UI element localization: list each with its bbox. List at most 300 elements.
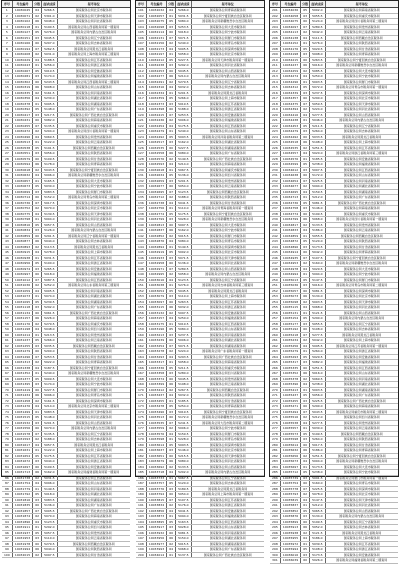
cell-score: 64 xyxy=(33,96,42,102)
cell-index: 72 xyxy=(2,398,12,404)
cell-score: 60 xyxy=(167,107,176,113)
cell-candidate-id: 10030579 xyxy=(12,156,32,162)
cell-score: 62 xyxy=(33,90,42,96)
cell-score: 65 xyxy=(33,376,42,382)
cell-unit: 国家税务总局江苏省税务局 xyxy=(57,453,130,459)
cell-unit: 国家税务总局四川省税务局第一稽查局 xyxy=(57,129,130,135)
cell-index: 109 xyxy=(136,52,146,58)
cell-score: 61 xyxy=(33,140,42,146)
cell-index: 112 xyxy=(136,68,146,74)
cell-score: 65 xyxy=(33,222,42,228)
cell-unit: 国家税务总局吉林省税务局 xyxy=(191,481,264,487)
cell-index: 173 xyxy=(136,404,146,410)
cell-interview-score: 5122.0 xyxy=(42,448,57,454)
cell-unit: 国家税务总局上海市税务局 xyxy=(57,250,130,256)
cell-candidate-id: 10032334 xyxy=(146,90,166,96)
cell-index: 10 xyxy=(2,57,12,63)
cell-index: 177 xyxy=(136,426,146,432)
cell-interview-score: 5058.0 xyxy=(176,272,191,278)
cell-unit: 国家税务总局北京市税务局 xyxy=(325,492,398,498)
cell-interview-score: 5238.0 xyxy=(310,382,325,388)
cell-interview-score: 5006.0 xyxy=(176,338,191,344)
cell-score: 60 xyxy=(33,156,42,162)
cell-candidate-id: 10030699 xyxy=(12,189,32,195)
cell-index: 225 xyxy=(270,140,280,146)
cell-candidate-id: 10033115 xyxy=(146,305,166,311)
cell-candidate-id: 10034896 xyxy=(280,244,300,250)
cell-interview-score: 5097.5 xyxy=(176,310,191,316)
cell-unit: 国家税务总局天津市税务局 xyxy=(191,255,264,261)
cell-candidate-id: 10034438 xyxy=(280,118,300,124)
cell-candidate-id: 10032114 xyxy=(146,30,166,36)
cell-score: 61 xyxy=(301,387,310,393)
cell-score: 67 xyxy=(33,354,42,360)
cell-interview-score: 5006.0 xyxy=(176,118,191,124)
cell-candidate-id: 10031738 xyxy=(12,475,32,481)
cell-index: 301 xyxy=(270,558,280,564)
cell-unit: 国家税务总局江苏省税务局第一稽查局 xyxy=(325,343,398,349)
cell-score: 62 xyxy=(33,167,42,173)
cell-interview-score: 5113.5 xyxy=(42,244,57,250)
cell-interview-score: 5227.5 xyxy=(176,57,191,63)
cell-candidate-id: 10034416 xyxy=(280,112,300,118)
cell-index: 23 xyxy=(2,129,12,135)
cell-interview-score: 5123.5 xyxy=(42,519,57,525)
cell-interview-score: 5204.0 xyxy=(42,129,57,135)
table-row xyxy=(2,552,130,558)
cell-unit: 国家税务总局福建省税务局第二稽查局 xyxy=(325,558,398,564)
cell-score: 63 xyxy=(33,343,42,349)
cell-score: 61 xyxy=(33,101,42,107)
cell-score: 60 xyxy=(33,272,42,278)
cell-interview-score: 5016.0 xyxy=(310,371,325,377)
cell-interview-score: 5018.0 xyxy=(176,30,191,36)
cell-score: 64 xyxy=(167,547,176,553)
cell-candidate-id: 10032995 xyxy=(146,272,166,278)
cell-unit: 国家税务总局湖北省税务局 xyxy=(325,184,398,190)
cell-candidate-id: 10033293 xyxy=(146,354,166,360)
cell-candidate-id: 10033993 xyxy=(146,547,166,553)
cell-score: 65 xyxy=(33,415,42,421)
cell-index: 290 xyxy=(270,497,280,503)
cell-candidate-id: 10035098 xyxy=(280,299,300,305)
cell-score: 61 xyxy=(167,90,176,96)
cell-interview-score: 5276.0 xyxy=(176,283,191,289)
cell-score: 65 xyxy=(301,162,310,168)
cell-interview-score: 5067.5 xyxy=(176,167,191,173)
cell-interview-score: 5136.0 xyxy=(176,261,191,267)
cell-index: 230 xyxy=(270,167,280,173)
cell-unit: 国家税务总局江西省税务局 xyxy=(191,321,264,327)
cell-index: 271 xyxy=(270,393,280,399)
cell-unit: 国家税务总局重庆市税务局 xyxy=(57,519,130,525)
cell-interview-score: 5253.5 xyxy=(42,354,57,360)
cell-interview-score: 5048.0 xyxy=(42,327,57,333)
cell-unit: 国家税务总局厦门市税务局 xyxy=(191,233,264,239)
cell-index: 258 xyxy=(270,321,280,327)
cell-index: 118 xyxy=(136,101,146,107)
cell-score: 65 xyxy=(167,481,176,487)
cell-unit: 国家税务总局黑龙江省税务局 xyxy=(191,486,264,492)
cell-interview-score: 5052.0 xyxy=(310,525,325,531)
cell-score: 63 xyxy=(301,514,310,520)
cell-index: 157 xyxy=(136,316,146,322)
cell-unit: 国家税务总局内蒙古自治区税务局 xyxy=(191,74,264,80)
cell-interview-score: 5225.5 xyxy=(310,178,325,184)
cell-candidate-id: 10032373 xyxy=(146,101,166,107)
cell-score: 67 xyxy=(167,420,176,426)
cell-unit: 国家税务总局江西省税务局 xyxy=(325,167,398,173)
cell-unit: 国家税务总局河南省税务局 xyxy=(325,178,398,184)
cell-unit: 国家税务总局西藏自治区税务局 xyxy=(191,387,264,393)
cell-score: 64 xyxy=(301,305,310,311)
cell-score: 65 xyxy=(167,288,176,294)
cell-score: 65 xyxy=(301,393,310,399)
cell-candidate-id: 10034058 xyxy=(280,13,300,19)
cell-interview-score: 5215.5 xyxy=(176,453,191,459)
cell-score: 65 xyxy=(167,211,176,217)
cell-interview-score: 5029.5 xyxy=(310,46,325,52)
cell-candidate-id: 10033336 xyxy=(146,365,166,371)
cell-index: 9 xyxy=(2,52,12,58)
cell-candidate-id: 10031434 xyxy=(12,393,32,399)
cell-index: 124 xyxy=(136,134,146,140)
cell-score: 64 xyxy=(301,35,310,41)
cell-score: 65 xyxy=(301,547,310,553)
cell-candidate-id: 10032212 xyxy=(146,57,166,63)
cell-candidate-id: 10031672 xyxy=(12,459,32,465)
cell-candidate-id: 10035972 xyxy=(280,541,300,547)
cell-score: 62 xyxy=(167,79,176,85)
cell-index: 149 xyxy=(136,272,146,278)
cell-interview-score: 5110.0 xyxy=(42,536,57,542)
cell-score: 65 xyxy=(33,184,42,190)
cell-interview-score: 5002.0 xyxy=(310,8,325,14)
cell-unit: 国家税务总局新疆维吾尔自治区税务局 xyxy=(325,63,398,69)
cell-index: 111 xyxy=(136,63,146,69)
cell-unit: 国家税务总局河北省税务局 xyxy=(325,107,398,113)
cell-candidate-id: 10034978 xyxy=(280,266,300,272)
cell-interview-score: 5030.0 xyxy=(42,184,57,190)
cell-interview-score: 5028.0 xyxy=(176,217,191,223)
cell-index: 233 xyxy=(270,184,280,190)
cell-interview-score: 5093.5 xyxy=(176,134,191,140)
cell-interview-score: 5230.0 xyxy=(42,96,57,102)
cell-interview-score: 5084.0 xyxy=(176,327,191,333)
cell-index: 155 xyxy=(136,305,146,311)
cell-candidate-id: 10035192 xyxy=(280,327,300,333)
cell-candidate-id: 10032837 xyxy=(146,228,166,234)
cell-candidate-id: 10030893 xyxy=(12,244,32,250)
cell-interview-score: 5292.0 xyxy=(176,63,191,69)
cell-candidate-id: 10031654 xyxy=(12,453,32,459)
cell-score: 64 xyxy=(301,151,310,157)
cell-interview-score: 5043.5 xyxy=(42,167,57,173)
cell-score: 62 xyxy=(301,68,310,74)
cell-candidate-id: 10032958 xyxy=(146,261,166,267)
cell-interview-score: 5199.5 xyxy=(310,211,325,217)
cell-candidate-id: 10031857 xyxy=(12,508,32,514)
cell-score: 66 xyxy=(301,217,310,223)
cell-score: 64 xyxy=(33,211,42,217)
cell-candidate-id: 10035413 xyxy=(280,387,300,393)
cell-index: 189 xyxy=(136,492,146,498)
cell-index: 107 xyxy=(136,41,146,47)
cell-index: 293 xyxy=(270,514,280,520)
cell-index: 95 xyxy=(2,525,12,531)
cell-unit: 国家税务总局四川省税务局 xyxy=(191,173,264,179)
cell-unit: 国家税务总局云南省税务局 xyxy=(57,140,130,146)
cell-candidate-id: 10033757 xyxy=(146,481,166,487)
cell-candidate-id: 10035177 xyxy=(280,321,300,327)
cell-score: 62 xyxy=(167,41,176,47)
cell-score: 65 xyxy=(167,519,176,525)
cell-score: 61 xyxy=(167,398,176,404)
cell-interview-score: 5003.5 xyxy=(310,387,325,393)
cell-candidate-id: 10034237 xyxy=(280,63,300,69)
cell-unit: 国家税务总局辽宁省税务局 xyxy=(191,79,264,85)
cell-index: 196 xyxy=(136,530,146,536)
cell-index: 277 xyxy=(270,426,280,432)
cell-interview-score: 5207.0 xyxy=(42,41,57,47)
cell-unit: 国家税务总局浙江省税务局 xyxy=(191,305,264,311)
cell-index: 217 xyxy=(270,96,280,102)
cell-index: 204 xyxy=(270,24,280,30)
cell-candidate-id: 10034535 xyxy=(280,145,300,151)
cell-index: 45 xyxy=(2,250,12,256)
cell-unit: 国家税务总局宁夏回族自治区税务局 xyxy=(57,365,130,371)
cell-candidate-id: 10030752 xyxy=(12,206,32,212)
cell-unit: 国家税务总局安徽省税务局 xyxy=(57,464,130,470)
cell-unit: 国家税务总局山西省税务局 xyxy=(325,112,398,118)
cell-unit: 国家税务总局宁波市税务局 xyxy=(191,30,264,36)
cell-candidate-id: 10035317 xyxy=(280,360,300,366)
cell-index: 291 xyxy=(270,503,280,509)
cell-score: 63 xyxy=(33,382,42,388)
cell-candidate-id: 10030657 xyxy=(12,178,32,184)
cell-unit: 国家税务总局福建省税务局 xyxy=(191,118,264,124)
cell-candidate-id: 10030392 xyxy=(12,107,32,113)
cell-unit: 国家税务总局宁夏回族自治区税务局 xyxy=(325,57,398,63)
cell-index: 96 xyxy=(2,530,12,536)
cell-index: 190 xyxy=(136,497,146,503)
cell-index: 259 xyxy=(270,327,280,333)
cell-candidate-id: 10035154 xyxy=(280,316,300,322)
cell-index: 169 xyxy=(136,382,146,388)
cell-score: 63 xyxy=(167,409,176,415)
cell-index: 281 xyxy=(270,448,280,454)
cell-score: 63 xyxy=(33,112,42,118)
cell-index: 261 xyxy=(270,338,280,344)
cell-interview-score: 5214.0 xyxy=(176,162,191,168)
cell-candidate-id: 10033977 xyxy=(146,541,166,547)
cell-interview-score: 5253.5 xyxy=(176,112,191,118)
cell-interview-score: 5191.5 xyxy=(42,145,57,151)
cell-candidate-id: 10033016 xyxy=(146,277,166,283)
cell-interview-score: 5045.5 xyxy=(42,35,57,41)
cell-unit: 国家税务总局厦门市税务局 xyxy=(325,277,398,283)
cell-score: 62 xyxy=(167,541,176,547)
cell-index: 184 xyxy=(136,464,146,470)
cell-candidate-id: 10033917 xyxy=(146,525,166,531)
cell-candidate-id: 10033254 xyxy=(146,343,166,349)
cell-score: 63 xyxy=(301,360,310,366)
cell-interview-score: 5057.5 xyxy=(42,222,57,228)
cell-unit: 国家税务总局云南省税务局 xyxy=(325,228,398,234)
cell-interview-score: 5061.5 xyxy=(42,310,57,316)
cell-index: 39 xyxy=(2,217,12,223)
cell-index: 165 xyxy=(136,360,146,366)
cell-score: 63 xyxy=(301,129,310,135)
cell-unit: 国家税务总局青岛市税务局 xyxy=(191,41,264,47)
cell-index: 237 xyxy=(270,206,280,212)
cell-score: 63 xyxy=(33,536,42,542)
cell-unit: 国家税务总局宁波市税务局 xyxy=(191,426,264,432)
cell-index: 123 xyxy=(136,129,146,135)
cell-interview-score: 5250.0 xyxy=(310,74,325,80)
cell-score: 64 xyxy=(167,200,176,206)
cell-index: 279 xyxy=(270,437,280,443)
cell-interview-score: 5003.5 xyxy=(310,79,325,85)
cell-index: 130 xyxy=(136,167,146,173)
cell-index: 31 xyxy=(2,173,12,179)
cell-unit: 国家税务总局山西省税务局 xyxy=(57,420,130,426)
cell-candidate-id: 10035131 xyxy=(280,310,300,316)
cell-index: 110 xyxy=(136,57,146,63)
cell-index: 85 xyxy=(2,470,12,476)
cell-index: 263 xyxy=(270,349,280,355)
cell-score: 62 xyxy=(33,52,42,58)
cell-candidate-id: 10030102 xyxy=(12,19,32,25)
cell-candidate-id: 10033692 xyxy=(146,464,166,470)
cell-index: 160 xyxy=(136,332,146,338)
cell-index: 253 xyxy=(270,294,280,300)
cell-interview-score: 5252.0 xyxy=(42,283,57,289)
cell-interview-score: 5005.5 xyxy=(42,288,57,294)
cell-unit: 国家税务总局大连市税务局 xyxy=(191,24,264,30)
cell-interview-score: 5094.0 xyxy=(310,184,325,190)
cell-unit: 国家税务总局宁波市税务局 xyxy=(325,272,398,278)
cell-score: 64 xyxy=(301,536,310,542)
cell-interview-score: 5240.0 xyxy=(176,129,191,135)
cell-score: 64 xyxy=(167,85,176,91)
cell-interview-score: 5017.5 xyxy=(310,442,325,448)
cell-index: 16 xyxy=(2,90,12,96)
cell-unit: 国家税务总局河南省税务局 xyxy=(57,90,130,96)
cell-interview-score: 5178.0 xyxy=(42,162,57,168)
cell-index: 77 xyxy=(2,426,12,432)
cell-score: 67 xyxy=(33,200,42,206)
cell-interview-score: 5175.5 xyxy=(42,453,57,459)
cell-unit: 国家税务总局江苏省税务局 xyxy=(191,299,264,305)
cell-candidate-id: 10035955 xyxy=(280,536,300,542)
cell-unit: 国家税务总局福建省税务局第一稽查局 xyxy=(57,470,130,476)
cell-score: 65 xyxy=(301,123,310,129)
cell-unit: 国家税务总局西藏自治区税务局 xyxy=(325,233,398,239)
cell-score: 65 xyxy=(167,96,176,102)
cell-index: 153 xyxy=(136,294,146,300)
cell-candidate-id: 10033679 xyxy=(146,459,166,465)
cell-candidate-id: 10031095 xyxy=(12,299,32,305)
cell-candidate-id: 10034695 xyxy=(280,189,300,195)
cell-interview-score: 5289.5 xyxy=(310,24,325,30)
cell-interview-score: 5078.0 xyxy=(310,492,325,498)
cell-score: 65 xyxy=(167,327,176,333)
cell-index: 147 xyxy=(136,261,146,267)
cell-candidate-id: 10032593 xyxy=(146,162,166,168)
cell-candidate-id: 10032291 xyxy=(146,79,166,85)
cell-index: 46 xyxy=(2,255,12,261)
cell-interview-score: 5186.0 xyxy=(310,228,325,234)
cell-unit: 国家税务总局江苏省税务局 xyxy=(57,57,130,63)
cell-interview-score: 5096.0 xyxy=(42,173,57,179)
cell-index: 121 xyxy=(136,118,146,124)
cell-score: 62 xyxy=(33,13,42,19)
cell-index: 19 xyxy=(2,107,12,113)
cell-interview-score: 5211.5 xyxy=(176,365,191,371)
cell-index: 159 xyxy=(136,327,146,333)
cell-interview-score: 5029.5 xyxy=(310,354,325,360)
cell-index: 28 xyxy=(2,156,12,162)
cell-score: 63 xyxy=(167,178,176,184)
cell-score: 63 xyxy=(301,90,310,96)
cell-score: 60 xyxy=(167,453,176,459)
cell-index: 42 xyxy=(2,233,12,239)
cell-interview-score: 5126.0 xyxy=(42,228,57,234)
cell-interview-score: 5253.5 xyxy=(176,24,191,30)
cell-index: 26 xyxy=(2,145,12,151)
cell-unit: 国家税务总局河南省税务局 xyxy=(325,376,398,382)
cell-interview-score: 5212.0 xyxy=(310,195,325,201)
cell-candidate-id: 10035293 xyxy=(280,354,300,360)
cell-score: 64 xyxy=(301,266,310,272)
cell-index: 238 xyxy=(270,211,280,217)
cell-unit: 国家税务总局湖北省税务局 xyxy=(57,294,130,300)
cell-score: 62 xyxy=(33,437,42,443)
cell-unit: 国家税务总局新疆维吾尔自治区税务局 xyxy=(325,261,398,267)
cell-interview-score: 5172.0 xyxy=(176,415,191,421)
cell-score: 60 xyxy=(301,442,310,448)
cell-candidate-id: 10032738 xyxy=(146,200,166,206)
cell-unit: 国家税务总局内蒙古自治区税务局 xyxy=(191,272,264,278)
cell-candidate-id: 10034557 xyxy=(280,151,300,157)
cell-interview-score: 5019.5 xyxy=(176,409,191,415)
cell-interview-score: 5199.5 xyxy=(310,431,325,437)
cell-candidate-id: 10033932 xyxy=(146,530,166,536)
cell-candidate-id: 10032677 xyxy=(146,184,166,190)
cell-interview-score: 5173.5 xyxy=(310,552,325,558)
cell-unit: 国家税务总局吉林省税务局 xyxy=(325,525,398,531)
cell-interview-score: 5120.0 xyxy=(310,239,325,245)
cell-unit: 国家税务总局甘肃省税务局 xyxy=(325,46,398,52)
column-header: 分数 xyxy=(302,1,309,6)
cell-score: 67 xyxy=(167,35,176,41)
cell-index: 70 xyxy=(2,387,12,393)
column-header: 考生编号 xyxy=(280,1,300,8)
cell-candidate-id: 10033856 xyxy=(146,508,166,514)
cell-unit: 国家税务总局云南省税务局 xyxy=(325,30,398,36)
cell-interview-score: 5217.5 xyxy=(42,112,57,118)
cell-candidate-id: 10030208 xyxy=(12,52,32,58)
cell-unit: 国家税务总局新疆维吾尔自治区税务局 xyxy=(57,173,130,179)
cell-candidate-id: 10032618 xyxy=(146,167,166,173)
cell-interview-score: 5152.0 xyxy=(42,195,57,201)
cell-unit: 国家税务总局云南省税务局 xyxy=(57,338,130,344)
cell-index: 114 xyxy=(136,79,146,85)
cell-score: 66 xyxy=(167,536,176,542)
cell-interview-score: 5009.5 xyxy=(42,376,57,382)
cell-interview-score: 5041.5 xyxy=(176,200,191,206)
